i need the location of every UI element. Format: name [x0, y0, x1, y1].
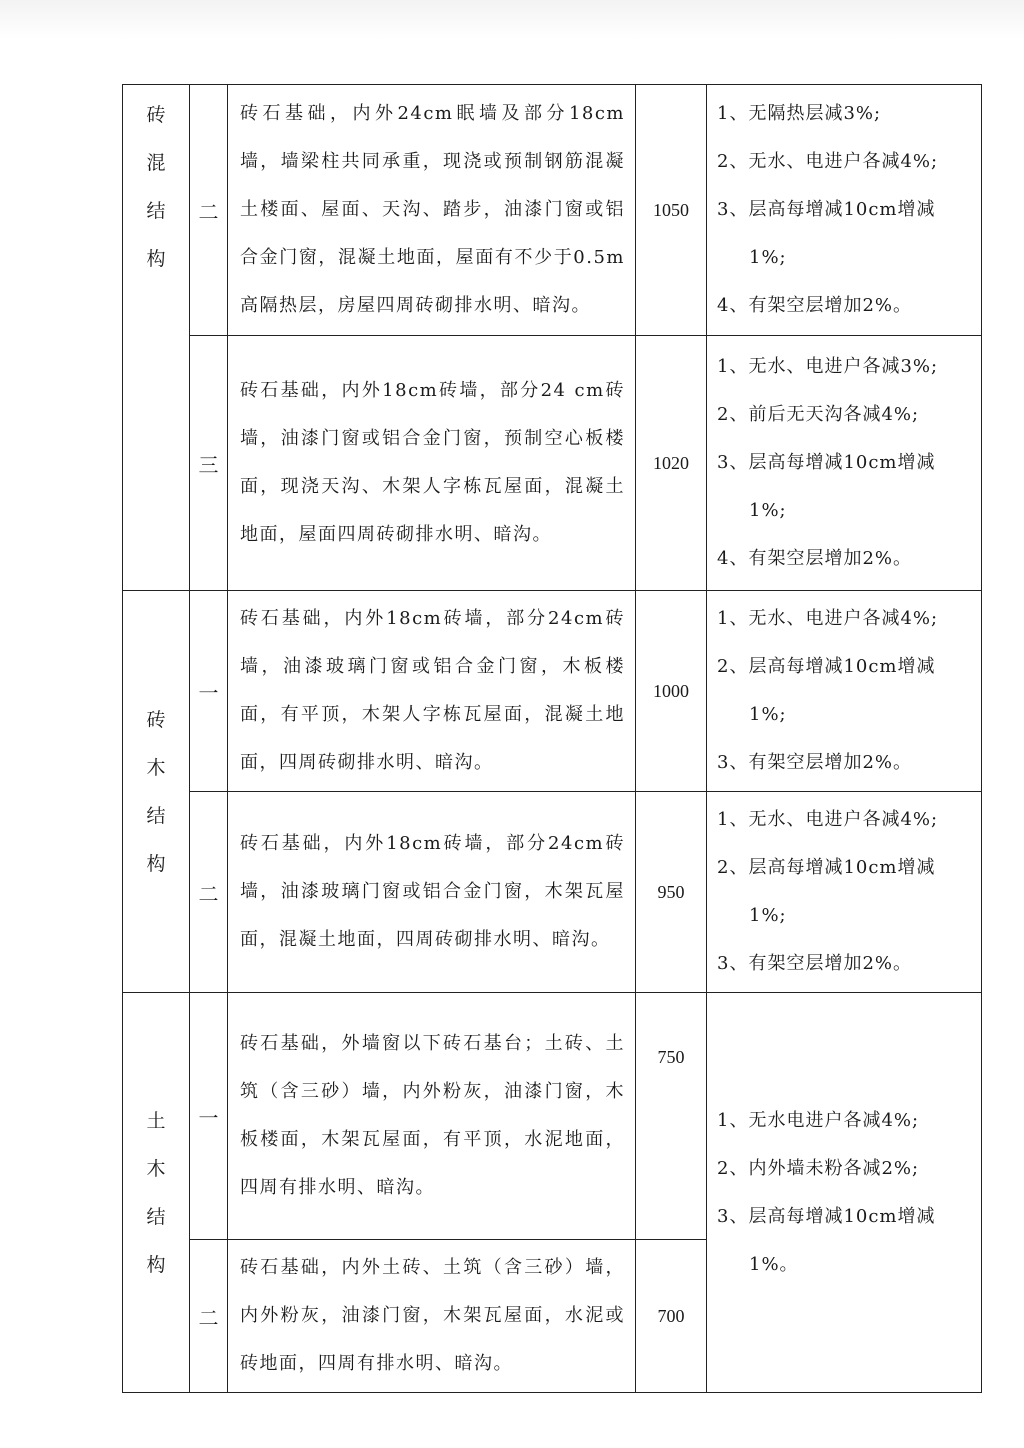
description-cell: 砖石基础，内外24cm眠墙及部分18cm墙，墙梁柱共同承重，现浇或预制钢筋混凝土楼面、屋面、天沟、踏步，油漆门窗或铝合金门窗，混凝土地面，屋面有不少于0.5m高隔热层，房屋四周砖砌排水明、暗沟。: [228, 85, 636, 336]
grade-cell: 二: [190, 792, 228, 993]
description-cell: 砖石基础，内外土砖、土筑（含三砂）墙，内外粉灰，油漆门窗，木架瓦屋面，水泥或砖地面，四周有排水明、暗沟。: [228, 1240, 636, 1393]
note-line: 3、有架空层增加2%。: [717, 752, 913, 773]
note-line: 1、无水电进户各减4%;: [717, 1109, 920, 1131]
note-line: 3、层高每增减10cm增减: [717, 199, 936, 220]
note-line: 1%;: [749, 704, 787, 725]
description-cell: 砖石基础，内外18cm砖墙，部分24cm砖墙，油漆玻璃门窗或铝合金门窗，木板楼面，有平顶，木架人字栋瓦屋面，混凝土地面，四周砖砌排水明、暗沟。: [228, 591, 636, 792]
note-line: 1%。: [749, 1253, 799, 1275]
notes-cell-shared: [707, 993, 982, 1393]
note-line: 4、有架空层增加2%。: [717, 295, 913, 316]
note-line: 1、无水、电进户各减3%;: [717, 356, 939, 377]
notes-cell: [707, 85, 982, 336]
category-cell-brick-concrete: [123, 85, 190, 591]
note-line: 3、有架空层增加2%。: [717, 953, 913, 974]
notes-cell: [707, 792, 982, 993]
notes-cell: [707, 591, 982, 792]
note-line: 2、前后无天沟各减4%;: [717, 404, 920, 425]
category-label: 土木结构: [146, 1109, 166, 1276]
category-cell-earth-wood: [123, 993, 190, 1393]
note-line: 1、无隔热层减3%;: [717, 103, 882, 124]
note-line: 2、内外墙未粉各减2%;: [717, 1157, 920, 1179]
scan-top-edge: [0, 0, 1024, 40]
price-cell: 1000: [636, 591, 707, 792]
price-cell: 700: [636, 1240, 707, 1393]
note-line: 2、层高每增减10cm增减: [717, 857, 936, 878]
table-row: [123, 591, 982, 792]
table-row: [123, 993, 982, 1240]
grade-cell: 二: [190, 1240, 228, 1393]
price-cell: 750: [636, 993, 707, 1240]
housing-price-table: [122, 84, 982, 1393]
price-cell: 1020: [636, 336, 707, 591]
description-cell: 砖石基础，内外18cm砖墙，部分24cm砖墙，油漆玻璃门窗或铝合金门窗，木架瓦屋面，混凝土地面，四周砖砌排水明、暗沟。: [228, 792, 636, 993]
grade-cell: 三: [190, 336, 228, 591]
price-cell: 950: [636, 792, 707, 993]
category-label: 砖木结构: [146, 708, 166, 875]
note-line: 2、无水、电进户各减4%;: [717, 151, 939, 172]
grade-cell: 一: [190, 993, 228, 1240]
note-line: 1%;: [749, 500, 787, 521]
table-row: [123, 792, 982, 993]
note-line: 1%;: [749, 247, 787, 268]
table-row: [123, 85, 982, 336]
description-cell: 砖石基础，外墙窗以下砖石基台；土砖、土筑（含三砂）墙，内外粉灰，油漆门窗，木板楼面，木架瓦屋面，有平顶，水泥地面，四周有排水明、暗沟。: [228, 993, 636, 1240]
note-line: 1%;: [749, 905, 787, 926]
price-cell: 1050: [636, 85, 707, 336]
note-line: 2、层高每增减10cm增减: [717, 656, 936, 677]
note-line: 3、层高每增减10cm增减: [717, 452, 936, 473]
note-line: 1、无水、电进户各减4%;: [717, 608, 939, 629]
category-label: 砖混结构: [146, 104, 166, 270]
note-line: 4、有架空层增加2%。: [717, 548, 913, 569]
description-cell: 砖石基础，内外18cm砖墙，部分24 cm砖墙，油漆门窗或铝合金门窗，预制空心板楼面，现浇天沟、木架人字栋瓦屋面，混凝土地面，屋面四周砖砌排水明、暗沟。: [228, 336, 636, 591]
note-line: 3、层高每增减10cm增减: [717, 1205, 936, 1227]
note-line: 1、无水、电进户各减4%;: [717, 809, 939, 830]
notes-cell: [707, 336, 982, 591]
category-cell-brick-wood: [123, 591, 190, 993]
table-row: [123, 336, 982, 591]
grade-cell: 一: [190, 591, 228, 792]
grade-cell: 二: [190, 85, 228, 336]
